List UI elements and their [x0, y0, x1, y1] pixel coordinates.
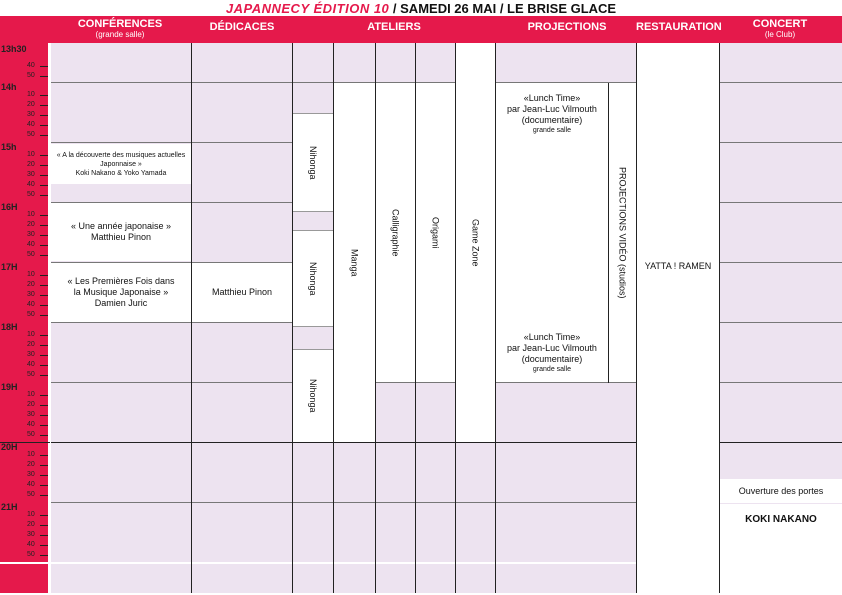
- header-conferences: CONFÉRENCES (grande salle): [77, 18, 163, 39]
- tick-label: 50: [27, 72, 47, 80]
- tick-label: 20: [27, 341, 47, 349]
- tick-label: 50: [27, 311, 47, 319]
- tick-label: 40: [27, 361, 47, 369]
- tick-label: 50: [27, 551, 47, 559]
- restauration-event: YATTA ! RAMEN: [637, 43, 719, 593]
- projections-video: PROJECTIONS VIDÉO (studios): [609, 83, 636, 382]
- tick-label: 30: [27, 171, 47, 179]
- hour-label: 21H: [1, 502, 18, 512]
- column-divider: [495, 43, 496, 593]
- column-divider: [375, 43, 376, 593]
- manga-workshop: Manga: [334, 83, 375, 442]
- tick-label: 40: [27, 541, 47, 549]
- tick-label: 40: [27, 241, 47, 249]
- tick-label: 10: [27, 151, 47, 159]
- tick-label: 50: [27, 371, 47, 379]
- tick-label: 50: [27, 191, 47, 199]
- conference-event: « Une année japonaise » Matthieu Pinon: [51, 203, 191, 261]
- concert-doors-open: Ouverture des portes: [720, 479, 842, 503]
- tick-label: 10: [27, 451, 47, 459]
- header-concert: CONCERT (le Club): [752, 18, 808, 39]
- tick-label: 10: [27, 271, 47, 279]
- tick-label: 30: [27, 351, 47, 359]
- tick-label: 40: [27, 481, 47, 489]
- tick-label: 40: [27, 301, 47, 309]
- column-divider: [608, 83, 609, 383]
- tick-label: 20: [27, 161, 47, 169]
- tick-label: 50: [27, 251, 47, 259]
- tick-label: 50: [27, 491, 47, 499]
- tick-label: 30: [27, 111, 47, 119]
- tick-label: 20: [27, 221, 47, 229]
- dedicace-event: Matthieu Pinon: [192, 263, 292, 322]
- header-restauration: RESTAURATION: [636, 21, 722, 33]
- hour-label: 18H: [1, 322, 18, 332]
- hour-label: 13h30: [1, 44, 27, 54]
- column-divider: [415, 43, 416, 593]
- hour-label: 14h: [1, 82, 17, 92]
- hour-label: 16H: [1, 202, 18, 212]
- tick-label: 20: [27, 461, 47, 469]
- concert-artist: KOKI NAKANO: [720, 504, 842, 593]
- event-date-venue: / SAMEDI 26 MAI / LE BRISE GLACE: [389, 1, 617, 16]
- nihonga-workshop: Nihonga: [293, 113, 333, 212]
- tick-label: 10: [27, 91, 47, 99]
- conference-event: « A la découverte des musiques actuelles Japonnaise » Koki Nakano & Yoko Yamada: [51, 144, 191, 184]
- tick-label: 40: [27, 181, 47, 189]
- tick-label: 30: [27, 231, 47, 239]
- tick-label: 10: [27, 211, 47, 219]
- tick-label: 30: [27, 291, 47, 299]
- hour-label: 15h: [1, 142, 17, 152]
- tick-label: 50: [27, 131, 47, 139]
- tick-label: 20: [27, 281, 47, 289]
- tick-label: 20: [27, 101, 47, 109]
- hour-label: 17H: [1, 262, 18, 272]
- header-ateliers: ATELIERS: [367, 21, 421, 33]
- column-divider: [191, 43, 192, 593]
- hour-label: 19H: [1, 382, 18, 392]
- origami-workshop: Origami: [416, 83, 455, 382]
- projection-event: «Lunch Time» par Jean-Luc Vilmouth (documentaire) grande salle: [496, 324, 608, 381]
- nihonga-workshop: Nihonga: [293, 230, 333, 327]
- tick-label: 10: [27, 391, 47, 399]
- column-divider: [50, 43, 51, 593]
- tick-label: 30: [27, 411, 47, 419]
- conference-event: « Les Premières Fois dans la Musique Japonaise » Damien Juric: [51, 263, 191, 322]
- game-zone: Game Zone: [456, 43, 495, 442]
- tick-label: 40: [27, 421, 47, 429]
- column-divider: [455, 43, 456, 593]
- hour-line-19h: [51, 382, 842, 383]
- tick-label: 10: [27, 331, 47, 339]
- projection-event: «Lunch Time» par Jean-Luc Vilmouth (documentaire) grande salle: [496, 86, 608, 142]
- hour-label: 20H: [1, 442, 18, 452]
- header-dedicaces: DÉDICACES: [209, 21, 275, 33]
- tick-label: 20: [27, 521, 47, 529]
- tick-label: 40: [27, 121, 47, 129]
- tick-label: 30: [27, 531, 47, 539]
- column-divider: [333, 43, 334, 593]
- column-divider: [719, 43, 720, 593]
- column-divider: [292, 43, 293, 593]
- column-divider: [636, 43, 637, 593]
- calligraphie-workshop: Calligraphie: [376, 83, 415, 382]
- tick-label: 40: [27, 62, 47, 70]
- tick-label: 20: [27, 401, 47, 409]
- event-brand: JAPANNECY ÉDITION 10: [225, 1, 390, 16]
- tick-label: 30: [27, 471, 47, 479]
- header-projections: PROJECTIONS: [527, 21, 607, 33]
- nihonga-workshop: Nihonga: [293, 349, 333, 442]
- tick-label: 10: [27, 511, 47, 519]
- tick-label: 50: [27, 431, 47, 439]
